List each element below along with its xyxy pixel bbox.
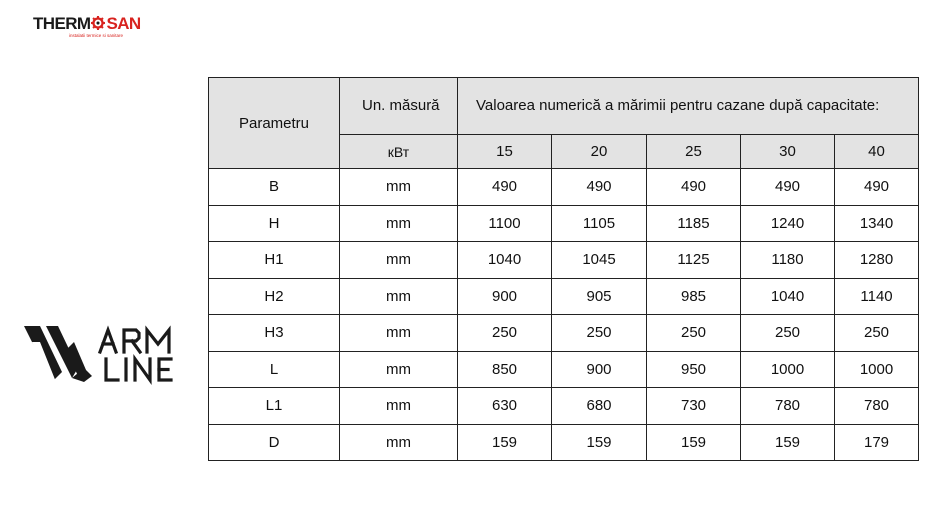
cell-value: 1000 — [835, 351, 919, 388]
cell-parameter: H2 — [209, 278, 340, 315]
cell-unit: mm — [340, 351, 458, 388]
cell-value: 1040 — [741, 278, 835, 315]
cell-value: 985 — [647, 278, 741, 315]
brand-wordmark — [33, 14, 141, 34]
header-capacity: 20 — [552, 135, 647, 169]
cell-unit: mm — [340, 205, 458, 242]
cell-value: 490 — [835, 169, 919, 206]
cell-unit: mm — [340, 169, 458, 206]
cell-value: 250 — [741, 315, 835, 352]
cell-value: 1000 — [741, 351, 835, 388]
cell-value: 1045 — [552, 242, 647, 279]
cell-parameter: H — [209, 205, 340, 242]
brand-tagline: instalatii termice si sanitare — [69, 33, 124, 38]
cell-value: 780 — [835, 388, 919, 425]
table-row — [209, 242, 919, 279]
cell-unit: mm — [340, 242, 458, 279]
cell-parameter: H3 — [209, 315, 340, 352]
cell-value: 730 — [647, 388, 741, 425]
brand-text-part2: SAN — [106, 14, 141, 33]
table-row — [209, 351, 919, 388]
header-capacity: 25 — [647, 135, 741, 169]
cell-value: 159 — [741, 424, 835, 461]
table-row — [209, 315, 919, 352]
cell-value: 490 — [741, 169, 835, 206]
cell-value: 250 — [552, 315, 647, 352]
table-row — [209, 388, 919, 425]
cell-value: 1185 — [647, 205, 741, 242]
header-capacity: 40 — [835, 135, 919, 169]
cell-unit: mm — [340, 315, 458, 352]
cell-value: 159 — [552, 424, 647, 461]
cell-parameter: L1 — [209, 388, 340, 425]
cell-value: 900 — [552, 351, 647, 388]
cell-value: 490 — [552, 169, 647, 206]
brand-logo — [33, 14, 153, 44]
cell-value: 1140 — [835, 278, 919, 315]
table-row — [209, 205, 919, 242]
header-unit: Un. măsură — [340, 78, 458, 135]
cell-value: 1180 — [741, 242, 835, 279]
cell-value: 680 — [552, 388, 647, 425]
cell-value: 159 — [458, 424, 552, 461]
cell-value: 950 — [647, 351, 741, 388]
cell-value: 490 — [647, 169, 741, 206]
header-capacity: 15 — [458, 135, 552, 169]
cell-value: 1240 — [741, 205, 835, 242]
cell-parameter: B — [209, 169, 340, 206]
cell-value: 159 — [647, 424, 741, 461]
cell-value: 1040 — [458, 242, 552, 279]
header-power-unit: кВт — [340, 135, 458, 169]
cell-value: 850 — [458, 351, 552, 388]
table-body — [209, 169, 919, 461]
cell-value: 780 — [741, 388, 835, 425]
table-row — [209, 424, 919, 461]
cell-parameter: H1 — [209, 242, 340, 279]
cell-value: 630 — [458, 388, 552, 425]
warm-line-logo — [22, 320, 182, 386]
cell-value: 250 — [835, 315, 919, 352]
cell-value: 900 — [458, 278, 552, 315]
table-row — [209, 278, 919, 315]
boiler-dimensions-table — [208, 77, 919, 461]
cell-unit: mm — [340, 424, 458, 461]
cell-value: 1280 — [835, 242, 919, 279]
cell-value: 1340 — [835, 205, 919, 242]
cell-unit: mm — [340, 388, 458, 425]
cell-value: 250 — [458, 315, 552, 352]
cell-unit: mm — [340, 278, 458, 315]
table-row — [209, 169, 919, 206]
cell-value: 1125 — [647, 242, 741, 279]
cell-value: 490 — [458, 169, 552, 206]
header-description: Valoarea numerică a mărimii pentru cazane după capacitate: — [458, 78, 919, 135]
cell-value: 1105 — [552, 205, 647, 242]
cell-parameter: L — [209, 351, 340, 388]
cell-parameter: D — [209, 424, 340, 461]
table-header-row — [209, 78, 919, 135]
gear-icon — [91, 16, 105, 30]
cell-value: 905 — [552, 278, 647, 315]
warm-line-logo-graphic — [22, 320, 182, 386]
header-parameter: Parametru — [209, 78, 340, 169]
cell-value: 179 — [835, 424, 919, 461]
brand-text-part1: THERM — [33, 14, 91, 33]
cell-value: 1100 — [458, 205, 552, 242]
cell-value: 250 — [647, 315, 741, 352]
header-capacity: 30 — [741, 135, 835, 169]
